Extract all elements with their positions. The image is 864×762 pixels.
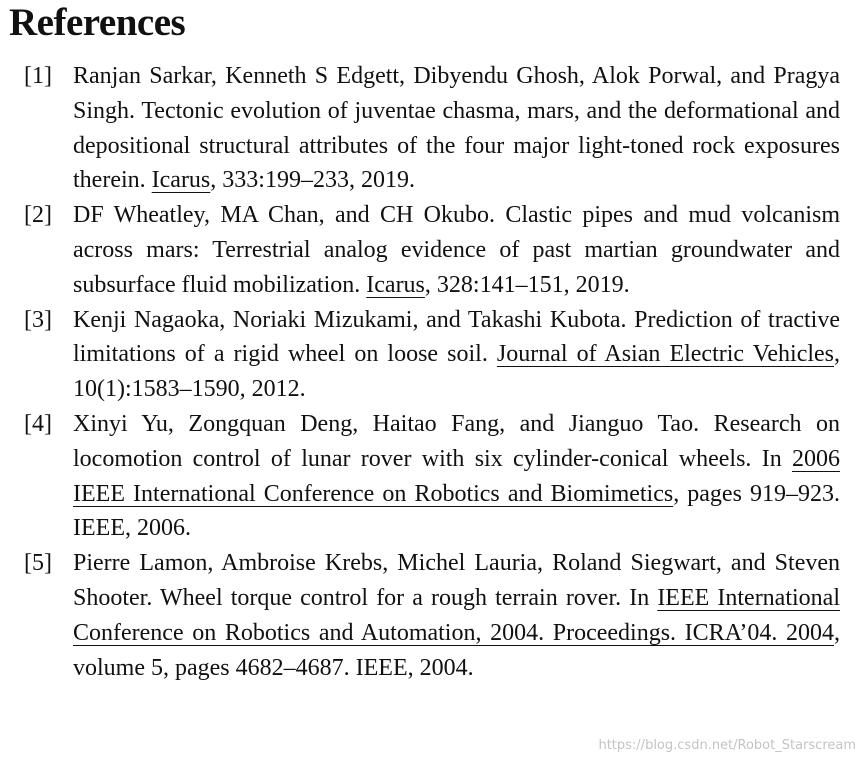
reference-text: Pierre Lamon, Ambroise Krebs, Michel Lauria, Roland Siegwart, and Steven Shooter. Wheel torque control for a rough terrain rover. In bbox=[73, 550, 840, 611]
reference-venue: IEEE International Conference on Robotics and Automation, 2004. Proceedings. ICRA’04. 2004 bbox=[73, 584, 840, 646]
reference-text: Xinyi Yu, Zongquan Deng, Haitao Fang, and Jianguo Tao. Research on locomotion control of lunar rover with six cylinder-conical wheels. In bbox=[73, 410, 840, 472]
reference-details: , volume 5, pages 4682–4687. IEEE, 2004. bbox=[73, 619, 840, 681]
reference-details: , 10(1):1583–1590, 2012. bbox=[73, 341, 841, 403]
reference-details: , 328:141–151, 2019. bbox=[424, 271, 630, 298]
reference-details: , pages 919–923. IEEE, 2006. bbox=[73, 480, 840, 542]
reference-list bbox=[0, 59, 864, 685]
reference-text: DF Wheatley, MA Chan, and CH Okubo. Clastic pipes and mud volcanism across mars: Terrestrial analog evidence of past martian groundwater and subsurface fluid mobilization. bbox=[73, 202, 840, 298]
reference-number: [5] bbox=[24, 550, 52, 577]
reference-number: [3] bbox=[24, 306, 52, 333]
reference-text: Kenji Nagaoka, Noriaki Mizukami, and Takashi Kubota. Prediction of tractive limitations of a rigid wheel on loose soil. bbox=[73, 306, 840, 368]
references-heading: References bbox=[9, 1, 186, 44]
source-watermark: https://blog.csdn.net/Robot_Starscream bbox=[598, 738, 856, 753]
reference-number: [4] bbox=[24, 410, 52, 437]
reference-venue: Icarus bbox=[366, 271, 425, 298]
reference-venue: 2006 IEEE International Conference on Robotics and Biomimetics bbox=[73, 445, 840, 507]
reference-text: Ranjan Sarkar, Kenneth S Edgett, Dibyendu Ghosh, Alok Porwal, and Pragya Singh. Tectonic evolution of juventae chasma, mars, and the deformational and depositional structural attributes of the four major light-toned rock exposures therein. bbox=[73, 63, 840, 194]
reference-item-3 bbox=[0, 303, 840, 407]
reference-item-1 bbox=[0, 59, 840, 198]
reference-venue: Icarus bbox=[151, 167, 211, 194]
reference-item-4 bbox=[0, 407, 840, 546]
reference-item-5 bbox=[0, 546, 840, 685]
reference-details: , 333:199–233, 2019. bbox=[210, 167, 415, 194]
reference-item-2 bbox=[0, 198, 840, 302]
reference-number: [1] bbox=[24, 63, 52, 89]
reference-venue: Journal of Asian Electric Vehicles bbox=[496, 341, 835, 368]
reference-number: [2] bbox=[24, 202, 52, 229]
